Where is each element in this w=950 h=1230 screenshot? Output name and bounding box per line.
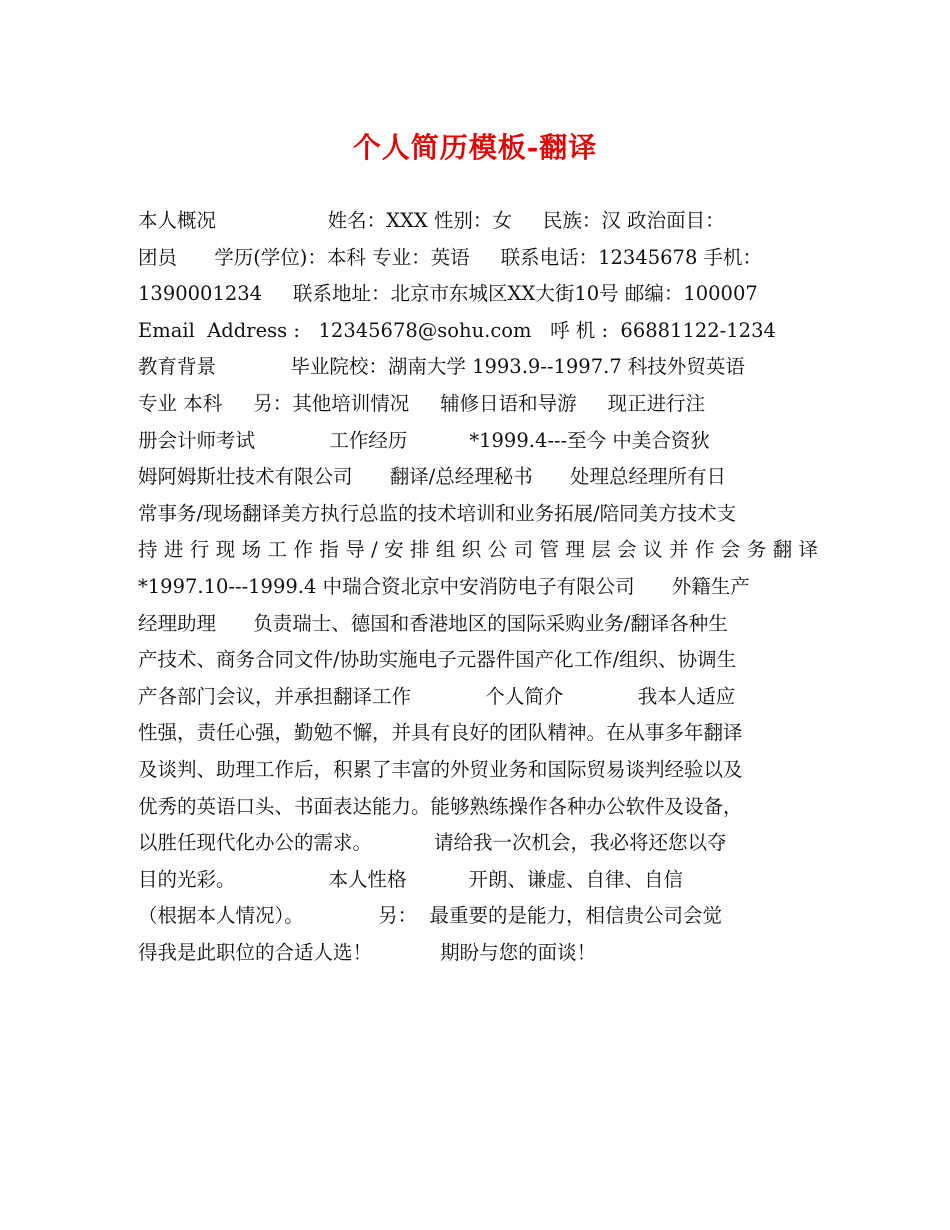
resume-body <box>138 203 818 971</box>
body-line: 优秀的英语口头、书面表达能力。能够熟练操作各种办公软件及设备， <box>138 794 743 818</box>
body-line: Email Address : 12345678@sohu.com 呼 机 : 66881122-1234 <box>138 318 776 342</box>
body-line: *1997.10---1999.4 中瑞合资北京中安消防电子有限公司 外籍生产 <box>138 574 750 598</box>
body-line: 得我是此职位的合适人选！ 期盼与您的面谈！ <box>138 940 597 964</box>
body-line: 经理助理 负责瑞士、德国和香港地区的国际采购业务/翻译各种生 <box>138 611 728 635</box>
body-line: 以胜任现代化办公的需求。 请给我一次机会，我必将还您以夺 <box>138 831 727 855</box>
body-line: 持进行现场工作指导/安排组织公司管理层会议并作会务翻译 <box>138 538 818 562</box>
body-line: 专业 本科 另：其他培训情况 辅修日语和导游 现正进行注 <box>138 391 706 415</box>
body-line: 本人概况 姓名：XXX 性别：女 民族：汉 政治面目： <box>138 209 725 232</box>
body-line: 产各部门会议，并承担翻译工作 个人简介 我本人适应 <box>138 684 736 708</box>
body-line: 目的光彩。 本人性格 开朗、谦虚、自律、自信 <box>138 867 683 891</box>
body-line: 常事务/现场翻译美方执行总监的技术培训和业务拓展/陪同美方技术支 <box>138 501 737 525</box>
body-line: 性强，责任心强，勤勉不懈，并具有良好的团队精神。在从事多年翻译 <box>138 721 743 745</box>
document-title: 个人简历模板-翻译 <box>352 131 598 164</box>
body-line: 团员 学历(学位)：本科 专业：英语 联系电话：12345678 手机： <box>138 245 763 269</box>
body-line: 册会计师考试 工作经历 *1999.4---至今 中美合资狄 <box>138 428 710 452</box>
body-line: （根据本人情况）。 另： 最重要的是能力，相信贵公司会觉 <box>138 904 723 928</box>
body-line: 产技术、商务合同文件/协助实施电子元器件国产化工作/组织、协调生 <box>138 648 737 672</box>
body-line: 及谈判、助理工作后，积累了丰富的外贸业务和国际贸易谈判经验以及 <box>138 757 743 781</box>
body-line: 教育背景 毕业院校：湖南大学 1993.9--1997.7 科技外贸英语 <box>138 355 745 379</box>
body-line: 1390001234 联系地址：北京市东城区XX大街10号 邮编：100007 <box>138 282 758 306</box>
body-line: 姆阿姆斯壮技术有限公司 翻译/总经理秘书 处理总经理所有日 <box>138 465 726 489</box>
